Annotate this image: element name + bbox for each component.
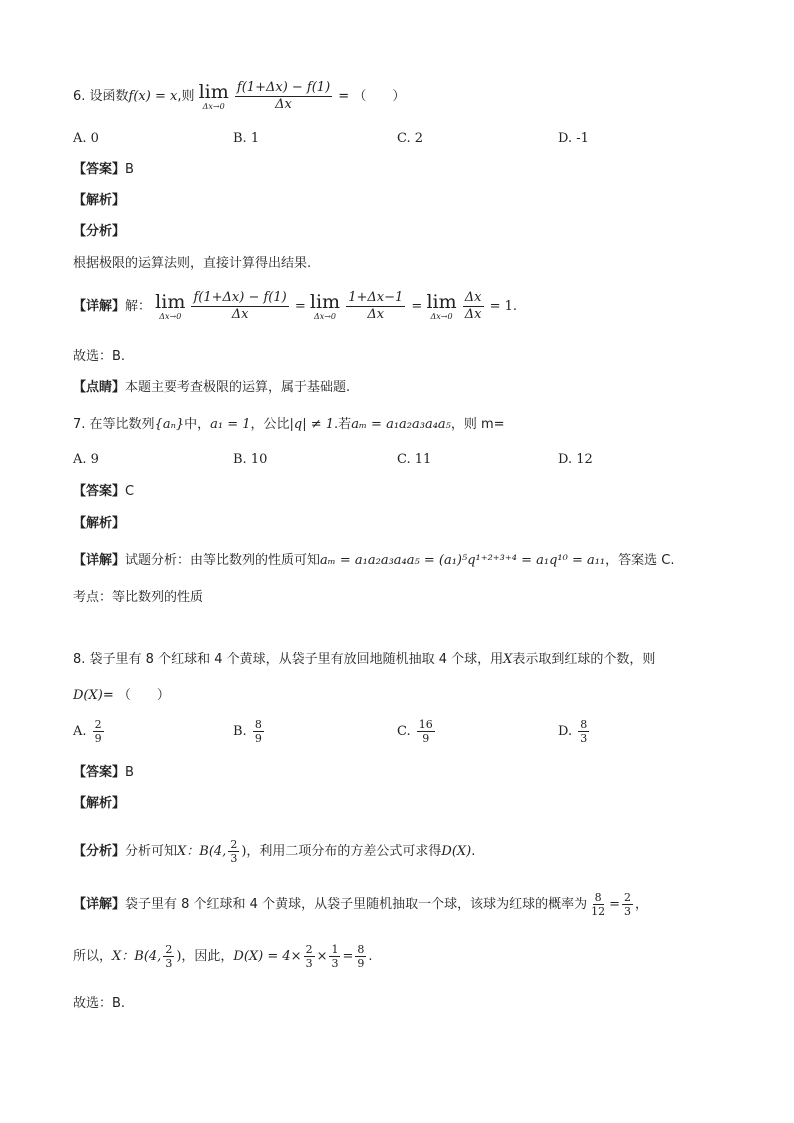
q7-stem-e: ，则 m= [450, 417, 505, 432]
q6-answer-tag: 【答案】 [73, 162, 126, 177]
q7-stem-c: ，公比 [250, 417, 290, 432]
q6-detail: 【详解】解： lim Δx→0 $\frac{f(1+\Delta x) - f(1)}{\Delta x}$ = lim Δx→0 $\frac{1+\Delta x-1}{\Delta x}$ = lim Δx→0 $\frac{\Delta x}{\Delta x}$ = 1. [73, 290, 518, 322]
q6-choose: 故选：B. [73, 349, 126, 364]
q8-choose: 故选：B. [73, 996, 126, 1011]
q8-stem-a: 8. 袋子里有 8 个红球和 4 个黄球，从袋子里有放回地随机抽取 4 个球，用 [73, 652, 504, 667]
q8-p-den-1: 12 [591, 905, 606, 918]
q7-detail-tag: 【详解】 [73, 553, 126, 568]
q7-analysis-tag: 【解析】 [73, 516, 126, 531]
q8-line2-dx: D(X) = 4× [233, 949, 302, 964]
q6-option-b: B. 1 [233, 131, 260, 146]
q8-opt-b-den: 9 [254, 732, 262, 745]
q6-detail-limit-1: lim Δx→0 [155, 291, 186, 321]
q6-detail-end: = 1. [489, 299, 518, 314]
q8-opt-c-letter: C. [397, 724, 411, 739]
q7-q-cond: |q| ≠ 1 [289, 417, 335, 432]
q8-detail-line2 [73, 943, 373, 970]
q7-seq: {aₙ} [154, 417, 185, 432]
q6-detail-frac-2 [346, 290, 405, 323]
q8-opt-a-den: 9 [94, 732, 102, 745]
q8-p-num-2: 2 [624, 891, 631, 904]
q8-line2-close: ) [176, 949, 182, 964]
q6-detail-num-2: 1+Δx−1 [348, 290, 404, 305]
q8-l2-times: × [316, 949, 328, 964]
q6-stem-text2: ,则 [177, 89, 195, 104]
q8-option-d [558, 718, 591, 745]
q8-l2-num-1: 2 [305, 943, 313, 956]
q6-detail-lim-sub-3: Δx→0 [430, 312, 453, 321]
q6-fenxi-tag: 【分析】 [73, 224, 126, 239]
q8-x: X [503, 652, 513, 667]
q7-answer-value: C [125, 484, 135, 499]
q6-detail-den-3: Δx [464, 307, 482, 322]
q6-detail-den-2: Δx [367, 307, 385, 322]
q6-answer-value: B [125, 162, 134, 177]
q8-p-end: ， [635, 897, 649, 912]
q8-option-b [233, 718, 266, 745]
q8-line2-a: 所以， [73, 949, 113, 964]
q8-l2-den-3: 9 [357, 957, 365, 970]
q8-answer [73, 763, 134, 783]
q6-comment-tag: 【点睛】 [73, 380, 126, 395]
q6-function-def: f(x) = x [128, 89, 178, 104]
q8-line2-dist: X：B(4, [112, 949, 162, 964]
q7-stem-b: 中， [184, 417, 211, 432]
q8-stem-line1 [73, 650, 655, 670]
q6-detail-num-3: Δx [464, 290, 482, 305]
q8-fenxi-tag: 【分析】 [73, 844, 126, 859]
q8-l2-num-2: 1 [331, 943, 339, 956]
q6-comment [73, 378, 350, 398]
q7-detail-math: aₘ = a₁a₂a₃a₄a₅ = (a₁)⁵q¹⁺²⁺³⁺⁴ = a₁q¹⁰ = a₁₁ [320, 553, 606, 568]
q6-analysis-tag: 【解析】 [73, 193, 126, 208]
q8-p-num-1: 8 [594, 891, 602, 904]
q6-detail-den-1: Δx [231, 307, 249, 322]
q6-fenxi-text: 根据极限的运算法则，直接计算得出结果. [73, 256, 312, 271]
q8-line2-den: 3 [165, 957, 173, 970]
q8-l2-frac-3 [355, 943, 366, 970]
q8-l2-num-3: 8 [357, 943, 365, 956]
q8-p-frac-1 [589, 891, 607, 918]
q7-answer-tag: 【答案】 [73, 484, 126, 499]
q8-fenxi-num: 2 [230, 838, 238, 851]
q8-paren: = （ ） [102, 688, 170, 703]
q8-detail-line1 [73, 891, 648, 918]
q6-detail-tag: 【详解】 [73, 299, 126, 314]
q8-opt-d-frac [578, 718, 589, 745]
q8-detail-a: 袋子里有 8 个红球和 4 个黄球，从袋子里随机抽取一个球，该球为红球的概率为 [125, 897, 588, 912]
q7-kaodian: 考点：等比数列的性质 [73, 590, 204, 605]
q7-detail-b: ，答案选 C. [605, 553, 675, 568]
q8-line2-frac [163, 943, 174, 970]
q7-stem-a: 7. 在等比数列 [73, 417, 155, 432]
q6-detail-num-1: f(1+Δx) − f(1) [193, 290, 287, 305]
q8-p-den-2: 3 [624, 905, 631, 918]
q6-detail-frac-1 [191, 290, 288, 323]
q8-detail-tag: 【详解】 [73, 897, 126, 912]
q8-dx: D(X) [73, 688, 103, 703]
q6-detail-lim-sub-1: Δx→0 [159, 312, 182, 321]
q6-comment-text: 本题主要考查极限的运算，属于基础题. [125, 380, 351, 395]
q6-option-a: A. 0 [73, 131, 99, 146]
q6-option-d: D. -1 [558, 131, 589, 146]
q6-stem-text: 6. 设函数 [73, 89, 129, 104]
q8-fenxi-close: ) [241, 844, 247, 859]
q8-p-eq: = [609, 897, 620, 912]
q6-answer [73, 160, 134, 180]
q8-stem-b: 表示取到红球的个数，则 [512, 652, 656, 667]
q8-opt-c-den: 9 [422, 732, 430, 745]
q8-l2-frac-2 [329, 943, 340, 970]
q8-fenxi-dist: X：B(4, [177, 844, 227, 859]
q6-frac-num: f(1+Δx) − f(1) [236, 80, 331, 95]
q8-opt-b-letter: B. [233, 724, 247, 739]
q8-fenxi-frac [228, 838, 239, 865]
q8-answer-value: B [125, 765, 134, 780]
q7-answer [73, 482, 134, 502]
q8-opt-d-letter: D. [558, 724, 573, 739]
q8-l2-frac-1 [304, 943, 315, 970]
q8-option-a [73, 718, 106, 745]
q6-option-c: C. 2 [397, 131, 424, 146]
q7-option-c: C. 11 [397, 452, 432, 467]
q6-fraction [235, 80, 332, 113]
q8-fenxi-end: . [471, 844, 476, 859]
q8-option-c [397, 718, 437, 745]
q6-frac-den: Δx [275, 97, 292, 112]
q6-paren: = （ ） [338, 89, 406, 104]
q8-fenxi-den: 3 [230, 852, 238, 865]
q8-opt-d-den: 3 [580, 732, 588, 745]
q6-detail-frac-3 [463, 290, 484, 323]
q8-answer-tag: 【答案】 [73, 765, 126, 780]
q8-fenxi-dx: D(X) [441, 844, 472, 859]
q8-opt-d-num: 8 [580, 718, 588, 731]
q7-option-d: D. 12 [558, 452, 593, 467]
q8-stem-line2 [73, 686, 170, 706]
q7-stem [73, 415, 505, 435]
q8-l2-eq: = [342, 949, 354, 964]
q7-am: aₘ = a₁a₂a₃a₄a₅ [351, 417, 451, 432]
q7-detail [73, 551, 675, 571]
q7-option-a: A. 9 [73, 452, 99, 467]
q6-detail-lim-sub-2: Δx→0 [313, 312, 337, 321]
q7-option-b: B. 10 [233, 452, 268, 467]
q8-fenxi-a: 分析可知 [125, 844, 178, 859]
q8-line2-num: 2 [165, 943, 173, 956]
q8-opt-a-letter: A. [73, 724, 87, 739]
q6-detail-limit-3: lim Δx→0 [426, 291, 457, 321]
q8-fenxi-b: ，利用二项分布的方差公式可求得 [246, 844, 442, 859]
q8-l2-den-1: 3 [305, 957, 313, 970]
q8-opt-b-num: 8 [254, 718, 262, 731]
q8-p-frac-2 [622, 891, 633, 918]
q8-opt-c-frac [417, 718, 435, 745]
q6-limit: lim Δx→0 [198, 81, 229, 111]
q8-l2-end: . [368, 949, 373, 964]
q8-opt-a-frac [93, 718, 104, 745]
q7-a1: a₁ = 1 [210, 417, 251, 432]
q7-stem-d: .若 [334, 417, 352, 432]
q7-detail-a: 试题分析：由等比数列的性质可知 [125, 553, 321, 568]
q6-stem [73, 80, 405, 113]
q6-limit-sub: Δx→0 [202, 102, 225, 111]
q8-opt-a-num: 2 [94, 718, 102, 731]
q8-line2-b: ，因此， [181, 949, 234, 964]
q8-analysis-tag: 【解析】 [73, 796, 126, 811]
q8-l2-den-2: 3 [331, 957, 339, 970]
q6-detail-limit-2: lim Δx→0 [309, 291, 341, 321]
q8-fenxi [73, 838, 475, 865]
q6-detail-prefix: 解： [125, 299, 152, 314]
q8-opt-b-frac [253, 718, 264, 745]
q8-opt-c-num: 16 [418, 718, 433, 731]
